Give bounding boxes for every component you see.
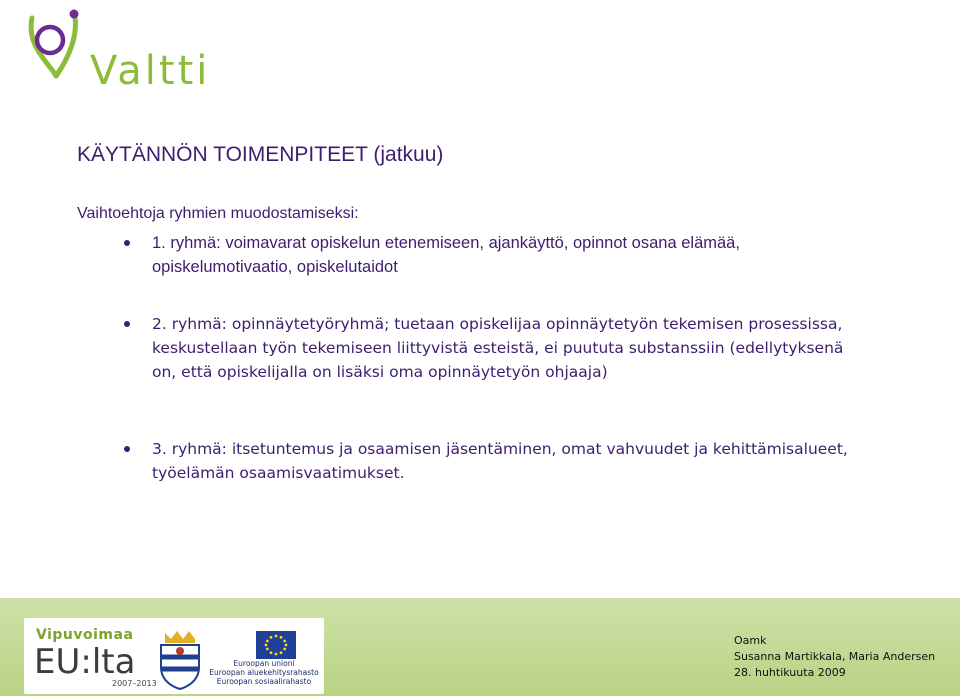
- organization-name: Oamk: [734, 634, 767, 647]
- valtti-logo-mark-icon: [22, 6, 92, 86]
- bullet-dot-icon: [124, 321, 130, 327]
- eulta-years: 2007–2013: [112, 679, 157, 688]
- bullet-item: [152, 312, 862, 384]
- bullet-text: 3. ryhmä: itsetuntemus ja osaamisen jäsentäminen, omat vahvuudet ja kehittämisalueet, työelämän osaamisvaatimukset.: [152, 440, 848, 482]
- eulta-logo-text: EU:lta: [34, 642, 136, 682]
- bullet-item: [152, 437, 852, 485]
- logo-text: Valtti: [90, 48, 211, 94]
- bullet-dot-icon: [124, 446, 130, 452]
- eu-text-line: Euroopan aluekehitysrahasto: [209, 668, 319, 677]
- coat-of-arms-icon: [155, 627, 205, 691]
- slide-title: KÄYTÄNNÖN TOIMENPITEET (jatkuu): [77, 143, 444, 166]
- eu-text-line: Euroopan sosiaalirahasto: [216, 677, 312, 686]
- bullet-dot-icon: [124, 240, 130, 246]
- vipuvoimaa-label: Vipuvoimaa: [36, 627, 134, 643]
- authors: Susanna Martikkala, Maria Andersen: [734, 650, 936, 663]
- eu-funding-text: [205, 659, 323, 686]
- bullet-text: 2. ryhmä: opinnäytetyöryhmä; tuetaan opiskelijaa opinnäytetyön tekemisen prosessissa, keskustellaan työn tekemiseen liittyvistä esteistä, ei puututa substanssiin (edellytyksenä on, että opiskelijalla on lisäksi oma opinnäytetyön ohjaaja): [152, 315, 844, 381]
- eu-flag-icon: [256, 631, 296, 659]
- eu-text-line: Euroopan unioni: [233, 659, 295, 668]
- presentation-date: 28. huhtikuuta 2009: [734, 666, 846, 679]
- valtti-logo: [22, 6, 212, 96]
- bullet-text: 1. ryhmä: voimavarat opiskelun etenemiseen, ajankäyttö, opinnot osana elämää, opiskelumotivaatio, opiskelutaidot: [152, 234, 740, 276]
- bullet-item: [152, 231, 852, 279]
- slide-subtitle: Vaihtoehtoja ryhmien muodostamiseksi:: [77, 205, 359, 222]
